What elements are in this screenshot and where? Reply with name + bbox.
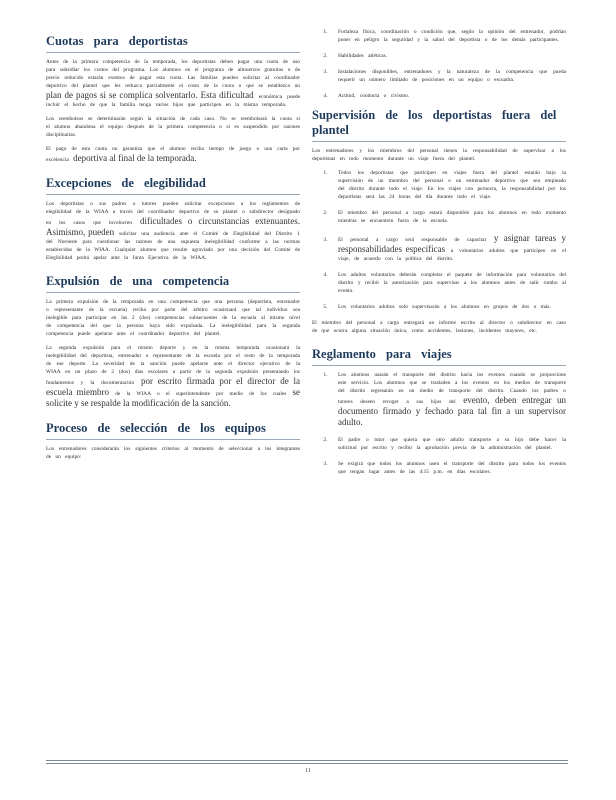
section-supervision [312, 108, 566, 335]
text-large: deportiva al final de la temporada. [73, 153, 197, 163]
text: Antes de la primera competencia de la temporada, los deportistas deben pagar una cuota de uso para subsidiar los costos del programa. Los alumnos en el programa de almuerzos gratuitos o de precio reducido estarán exentos de pagar esta cuota. Las familias pueden solicitar al coordinador deportivo del plantel que les reduzca parcialmente el costo de la cuota o que se establezca un [46, 59, 300, 89]
text: La segunda expulsión para el mismo deporte y en la misma temporada ocasionará la inelegibilidad del deportista, entrenador o representante de la escuela por el resto de la temporada de ese deporte. La severidad de la sanción puede apelarse ante el director ejecutivo de la WIAA en un plazo de 2 (dos) días escolares a partir de la segunda expulsión presentando los fundamentos y la documentación [46, 345, 300, 386]
text: económica puede incluir el hecho de que la familia tenga varios hijos que participen en la misma temporada. [46, 94, 300, 108]
list-item: 2. El miembro del personal a cargo estará disponible para los alumnos en todo momento mientras se encuentren fuera de la escuela. [332, 209, 566, 225]
section-expulsion [46, 274, 300, 409]
text-large: evento, deben entregar un documento firmado y fechado para tal fin a un supervisor adulto. [338, 395, 566, 427]
paragraph [46, 58, 300, 109]
criteria-list [312, 28, 566, 100]
paragraph [46, 200, 300, 262]
text-large: por escrito firmada por el director de la escuela miembro [46, 376, 301, 397]
list-item: 3. Instalaciones disponibles, entrenadores y la naturaleza de la competencia que pueda requerir un número limitado de posiciones en un equipo o escuadra. [332, 68, 566, 84]
text: a voluntarios adultos que participen en el viaje, de acuerdo con la política del distrito. [338, 248, 566, 262]
text: Los deportistas o sus padres o tutores pueden solicitar excepciones a los reglamentos de elegibilidad de la WIAA a través del coordinador deportivo de su plantel o subdirector designado en los casos que involucren [46, 201, 300, 226]
supervision-list [312, 169, 566, 311]
heading-expulsion: Expulsión de una competencia [46, 274, 300, 293]
text: de la WIAA o el superintendente por medio de los cuales [115, 391, 287, 397]
text-large: dificultades o circunstancias extenuantes. Asimismo, pueden [46, 216, 300, 237]
left-column [46, 30, 300, 473]
list-item: 4. Actitud, conducta o civismo. [332, 92, 566, 100]
paragraph: La primera expulsión de la temporada en una competencia que una persona (deportista, entrenador o representante de la escuela) reciba por parte del árbitro ocasionará que tal individuo sea inelegible para participar en las 2 (dos) competencias subsecuentes de la escuela al mismo nivel de competencia del que la persona haya sido expulsada. La inelegibilidad para la segunda competencia puede apelarse ante el coordinador deportivo del plantel. [46, 299, 300, 337]
list-item [332, 371, 566, 428]
paragraph: Los entrenadores considerarán los siguientes criterios al momento de seleccionar a los integrantes de un equipo: [46, 446, 300, 460]
text-large: plan de pagos si se complica solventarlo. Esta dificultad [46, 90, 254, 100]
list-item: 1. Todos los deportistas que participen en viajes fuera del plantel estarán bajo la supervisión de un miembro del personal o un entrenador deportivo que sea empleado del distrito durante todo el viaje. En los viajes con pernocta, la responsabilidad por los deportistas será las 24 horas del día durante todo el viaje. [332, 169, 566, 201]
list-item: 1. Fortaleza física, coordinación o condición que, según la opinión del entrenador, podrían poner en peligro la seguridad y la salud del deportista o de los demás participantes. [332, 28, 566, 44]
text-large: y asignar tareas y responsabilidades específicas [338, 233, 566, 254]
heading-cuotas: Cuotas para deportistas [46, 34, 300, 53]
heading-reglamento: Reglamento para viajes [312, 347, 566, 366]
section-proceso [46, 421, 300, 461]
reglamento-list [312, 371, 566, 476]
paragraph [46, 344, 300, 409]
list-item: 2. Habilidades atléticas. [332, 52, 566, 60]
footer-rule [46, 763, 568, 764]
page-number: 11 [305, 768, 311, 774]
list-item [332, 233, 566, 263]
heading-excepciones: Excepciones de elegibilidad [46, 176, 300, 195]
paragraph [46, 145, 300, 164]
footer-rule [46, 760, 568, 761]
text: El pago de esta cuota no garantiza que el alumno reciba tiempo de juego o una carta por excelencia [46, 146, 300, 163]
text: solicitar una audiencia ante el Comité de Elegibilidad del Distrito 1 del Noroeste para cuestionar las razones de una supuesta inelegibilidad conforme a las normas establecidas de la WIAA. Cualquier alumno que resulte agraviado por una decisión del Comité de Elegibilidad podrá apelar ante la Junta Ejecutiva de la WIAA. [46, 231, 300, 261]
list-item: 2. El padre o tutor que quiera que otro adulto transporte a su hijo debe hacer la solicitud por escrito y recibir la aprobación previa de la administración del plantel. [332, 436, 566, 452]
heading-proceso: Proceso de selección de los equipos [46, 421, 300, 440]
list-item: 4. Los adultos voluntarios deberán completar el paquete de información para voluntarios del distrito y recibir la autorización para supervisar a los alumnos antes de salir rumbo al evento. [332, 271, 566, 295]
section-reglamento [312, 347, 566, 476]
list-item: 3. Se exigirá que todos los alumnos usen el transporte del distrito para todos los eventos que tengan lugar antes de las 4:15 p.m. en días escolares. [332, 460, 566, 476]
heading-supervision: Supervisión de los deportistas fuera del plantel [312, 108, 566, 142]
text-large: se solicite y se respalde la modificación de la sanción. [46, 387, 300, 408]
right-column [312, 30, 566, 488]
paragraph: Los entrenadores y los miembros del personal tienen la responsabilidad de supervisar a los deportistas en todo momento durante un viaje fuera del plantel. [312, 148, 566, 162]
text: El personal a cargo será responsable de capacitar [338, 237, 487, 243]
list-item: 5. Los voluntarios adultos solo supervisarán a los alumnos en grupos de dos o más. [332, 303, 566, 311]
paragraph: El miembro del personal a cargo entregará un informe escrito al director o subdirector en caso de que ocurra alguna situación única, como accidentes, lesiones, incidentes mayores, etc. [312, 320, 566, 334]
section-excepciones [46, 176, 300, 262]
paragraph: Los reembolsos se determinarán según la situación de cada caso. No se reembolsará la cuota si el alumno abandona el equipo después de la primera competencia o si es suspendido por razones disciplinarias. [46, 116, 300, 138]
section-cuotas [46, 34, 300, 164]
text: Los alumnos usarán el transporte del distrito hacia los eventos cuando se proporcione este servicio. Los alumnos que se trasladen a los eventos en los medios de transporte del distrito regresarán en un medio de transporte del distrito. Cuando los padres o tutores deseen recoger a sus hijos del [338, 372, 566, 405]
